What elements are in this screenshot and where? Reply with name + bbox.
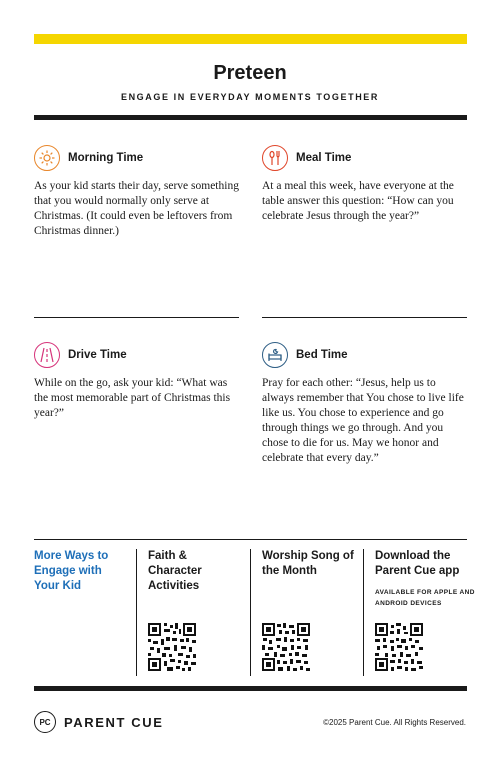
qr-code-faith-activities[interactable] xyxy=(148,623,196,671)
parent-cue-logo[interactable] xyxy=(34,711,164,733)
bed-icon xyxy=(262,342,288,368)
column-separator xyxy=(136,549,137,676)
section-drive-time xyxy=(34,340,239,421)
column-separator xyxy=(363,549,364,676)
section-body: As your kid starts their day, serve something that you would normally only serve at Christmas. (It could even be leftovers from Christmas dinner.) xyxy=(34,180,239,237)
section-morning-time xyxy=(34,143,239,239)
section-divider xyxy=(262,317,467,318)
qr-code-worship-song[interactable] xyxy=(262,623,310,671)
section-body: While on the go, ask your kid: “What was the most memorable part of Christmas this year?” xyxy=(34,377,231,419)
footer-top-line xyxy=(34,539,467,540)
column-separator xyxy=(250,549,251,676)
page-subtitle: ENGAGE IN EVERYDAY MOMENTS TOGETHER xyxy=(120,92,380,102)
more-ways-heading: More Ways to Engage with Your Kid xyxy=(34,550,109,592)
section-body: At a meal this week, have everyone at the table answer this question: “How can you celebrate Jesus through the year?” xyxy=(262,180,454,222)
section-bed-time xyxy=(262,340,467,466)
parent-cue-logo-mark: PC xyxy=(34,711,56,733)
qr-code-parent-cue-app[interactable] xyxy=(375,623,423,671)
top-accent-bar xyxy=(34,34,467,44)
section-title: Meal Time xyxy=(296,152,352,164)
utensils-icon xyxy=(262,145,288,171)
download-app-heading: Download the Parent Cue app xyxy=(375,550,460,577)
section-title: Bed Time xyxy=(296,349,348,361)
faith-character-heading: Faith & Character Activities xyxy=(148,550,202,592)
section-divider xyxy=(34,317,239,318)
copyright-text: ©2025 Parent Cue. All Rights Reserved. xyxy=(323,718,466,727)
page-title: Preteen xyxy=(213,62,287,84)
section-title: Drive Time xyxy=(68,349,127,361)
section-title: Morning Time xyxy=(68,152,144,164)
app-availability-note: AVAILABLE FOR APPLE AND ANDROID DEVICES xyxy=(375,589,475,607)
parent-cue-wordmark: PARENT CUE xyxy=(64,714,164,730)
section-body: Pray for each other: “Jesus, help us to always remember that You chose to live life like us. You chose to experience and go through things we go through. And you chose to die for us. May we honor and celebrate that every day.” xyxy=(262,377,464,464)
footer-divider xyxy=(34,686,467,691)
worship-song-heading: Worship Song of the Month xyxy=(262,550,354,577)
section-meal-time xyxy=(262,143,467,224)
header-divider xyxy=(34,115,467,120)
road-icon xyxy=(34,342,60,368)
sun-icon xyxy=(34,145,60,171)
